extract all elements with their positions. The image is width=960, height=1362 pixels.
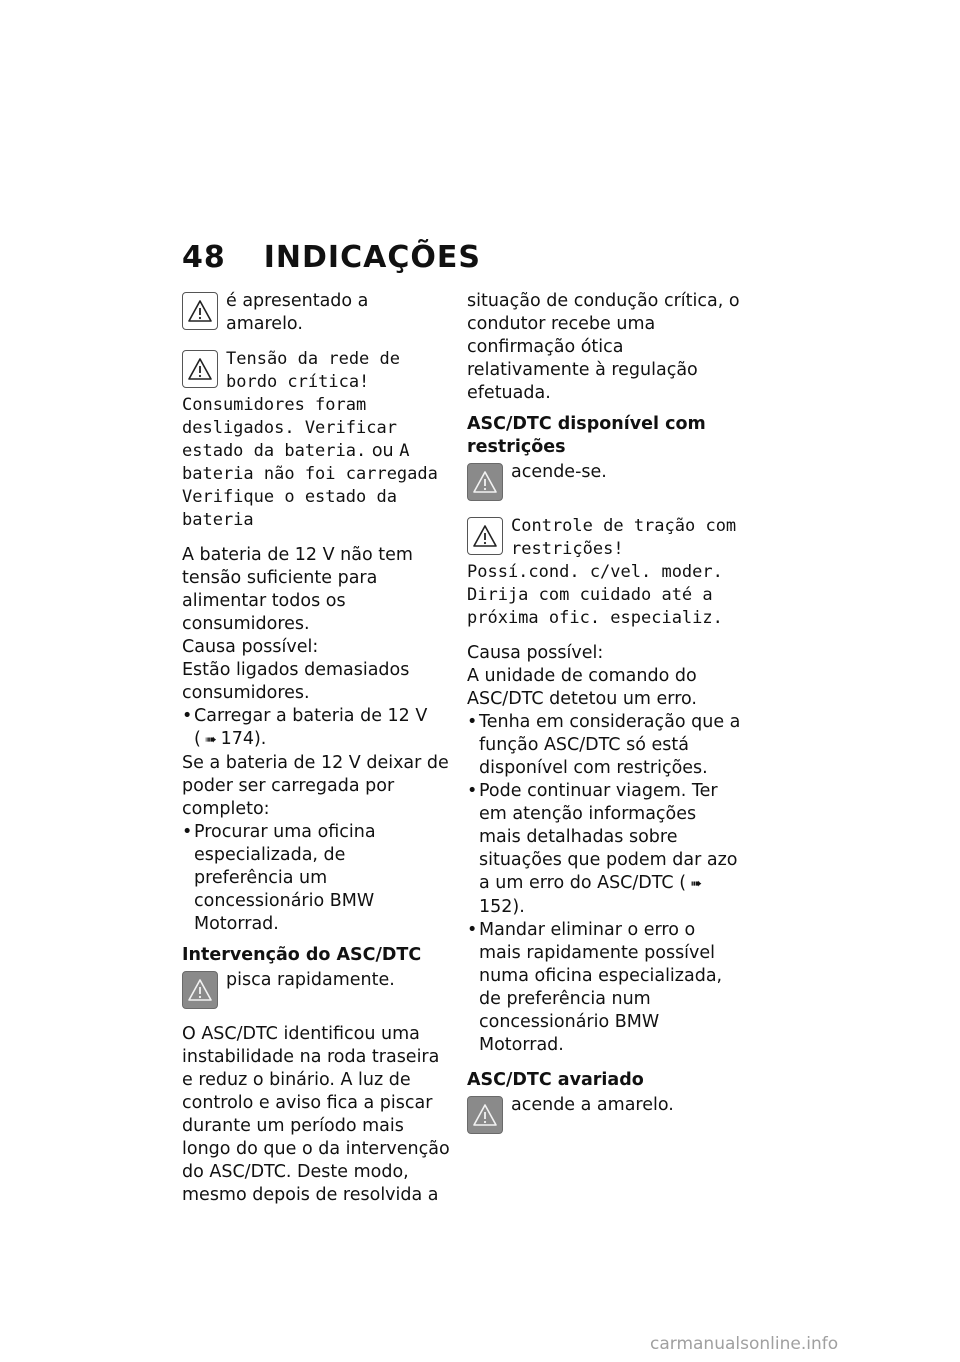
list-item: • Procurar uma oficina especializada, de preferência um concessionário BMW Motorrad. [182, 821, 450, 936]
display-message-alt: A bateria não foi carregada Verifique o estado da bateria [182, 441, 438, 530]
light-text: acende-se. [511, 462, 607, 482]
page-reference[interactable]: 152). [479, 897, 525, 917]
battery-message-block [182, 348, 450, 532]
list-item: • Pode continuar viagem. Ter em atenção informações mais detalhadas sobre situações que podem dar azo a um erro do ASC/DTC ( ➠152). [467, 780, 742, 919]
restricted-block [467, 461, 742, 503]
list-item: • Mandar eliminar o erro o mais rapidamente possível numa oficina especializada, de preferência num concessionário BMW Motorrad. [467, 919, 742, 1057]
warning-triangle-filled-icon [467, 463, 503, 501]
faulty-block [467, 1094, 742, 1136]
page-reference[interactable]: 174). [220, 729, 267, 749]
page-title: INDICAÇÕES [263, 240, 481, 275]
reference-arrow-icon: ➠ [204, 732, 217, 748]
display-message: Controle de tração com restrições! Possí.cond. c/vel. moder. Dirija com cuidado até a próxima ofic. especializ. [467, 516, 737, 628]
cause-text: A unidade de comando do ASC/DTC detetou um erro. [467, 666, 697, 709]
paragraph: O ASC/DTC identificou uma instabilidade na roda traseira e reduz o binário. A luz de controlo e aviso fica a piscar durante um período mais longo do que o da intervenção do ASC/DTC. Deste modo, mesmo depois de resolvida a [182, 1024, 450, 1205]
left-column [182, 290, 450, 1207]
warning-block-yellow [182, 290, 450, 336]
bullet-list [182, 705, 450, 752]
page-number: 48 [182, 240, 226, 275]
watermark: carmanualsonline.info [650, 1334, 839, 1354]
reference-arrow-icon: ➠ [690, 876, 702, 892]
display-message: Tensão da rede de bordo crítica! Consumidores foram desligados. Verificar estado da bateria. [182, 349, 400, 461]
section-heading: Intervenção do ASC/DTC [182, 945, 422, 965]
right-column [467, 290, 742, 1148]
warning-triangle-icon [182, 350, 218, 388]
paragraph: A bateria de 12 V não tem tensão suficiente para alimentar todos os consumidores. [182, 545, 413, 634]
warning-triangle-icon [182, 292, 218, 330]
paragraph: Se a bateria de 12 V deixar de poder ser carregada por completo: [182, 753, 449, 819]
warning-triangle-filled-icon [467, 1096, 503, 1134]
bullet-list [182, 821, 450, 936]
warning-text: é apresentado a amarelo. [226, 291, 369, 334]
warning-triangle-filled-icon [182, 971, 218, 1009]
page-header [182, 240, 481, 275]
intervention-block [182, 969, 450, 1011]
cause-text: Estão ligados demasiados consumidores. [182, 660, 410, 703]
section-heading: ASC/DTC disponível com restrições [467, 414, 706, 457]
cause-label: Causa possível: [467, 643, 604, 663]
cause-label: Causa possível: [182, 637, 319, 657]
section-heading: ASC/DTC avariado [467, 1070, 644, 1090]
paragraph: situação de condução crítica, o condutor recebe uma confirmação ótica relativamente à regulação efetuada. [467, 291, 740, 403]
bullet-list [467, 711, 742, 1057]
list-item: • Carregar a bateria de 12 V ( ➠ 174). [182, 705, 450, 752]
traction-message-block [467, 515, 742, 630]
or-word: ou [371, 441, 394, 461]
light-text: acende a amarelo. [511, 1095, 674, 1115]
warning-triangle-icon [467, 517, 503, 555]
flash-text: pisca rapidamente. [226, 970, 395, 990]
list-item: • Tenha em consideração que a função ASC/DTC só está disponível com restrições. [467, 711, 742, 780]
